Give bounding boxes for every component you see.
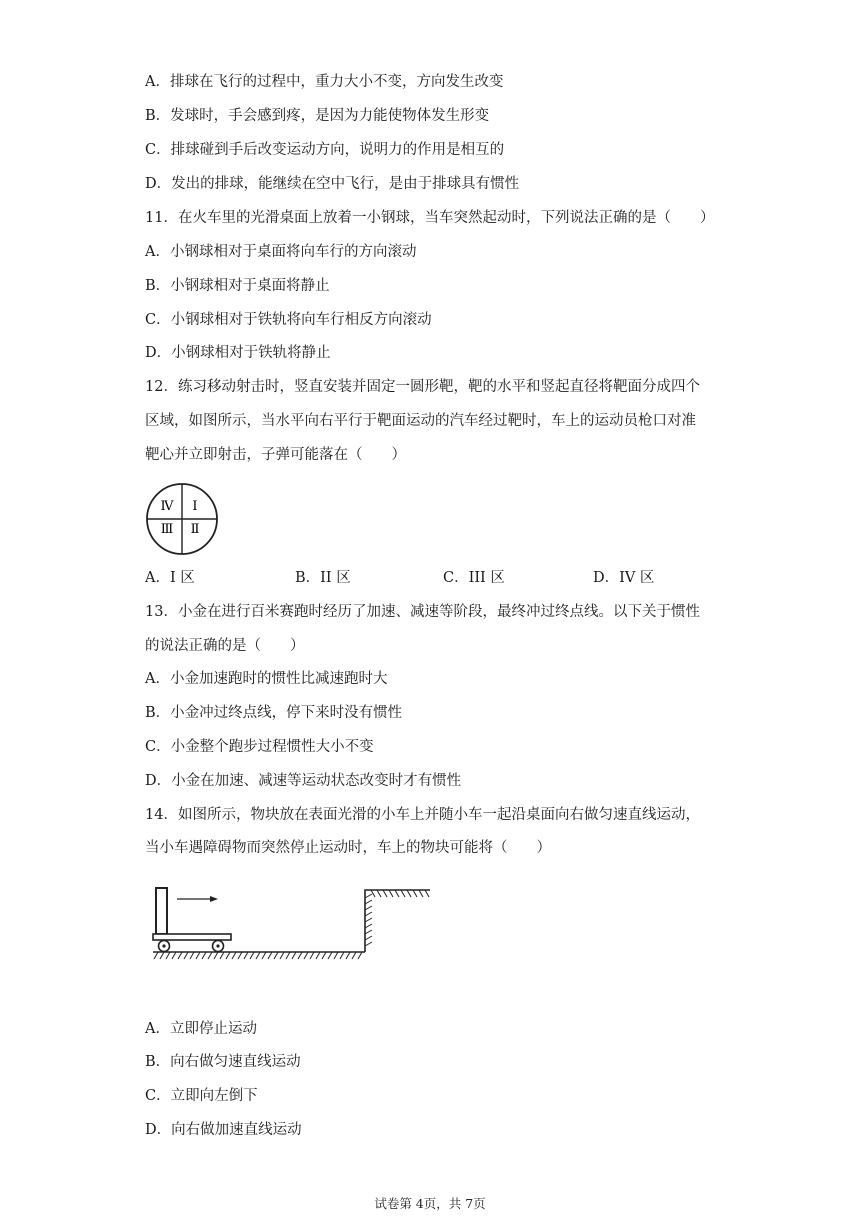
q10-option-c: C．排球碰到手后改变运动方向，说明力的作用是相互的 <box>145 142 505 158</box>
q14-stem-line-1: 14．如图所示，物块放在表面光滑的小车上并随小车一起沿桌面向右做匀速直线运动， <box>145 807 700 823</box>
q12-stem-line-2: 区域，如图所示，当水平向右平行于靶面运动的汽车经过靶时，车上的运动员枪口对准 <box>145 413 696 429</box>
q13-option-b: B．小金冲过终点线，停下来时没有惯性 <box>145 705 403 721</box>
q14-option-b: B．向右做匀速直线运动 <box>145 1054 301 1070</box>
target-label-i: Ⅰ <box>192 499 198 514</box>
q12-stem-line-3: 靶心并立即射击，子弹可能落在（ ） <box>145 447 406 463</box>
cart-platform <box>153 934 231 940</box>
q11-option-d: D．小钢球相对于铁轨将静止 <box>145 345 331 361</box>
q13-option-a: A．小金加速跑时的惯性比减速跑时大 <box>145 671 388 687</box>
q12-option-c: C．III 区 <box>443 570 505 586</box>
target-diagram <box>145 482 219 556</box>
q13-stem-line-1: 13．小金在进行百米赛跑时经历了加速、减速等阶段，最终冲过终点线。以下关于惯性 <box>145 604 700 620</box>
q12-stem-line-1: 12．练习移动射击时，竖直安装并固定一圆形靶，靶的水平和竖起直径将靶面分成四个 <box>145 379 700 395</box>
page-footer: 试卷第 4页，共 7页 <box>374 1196 486 1211</box>
q10-option-a: A．排球在飞行的过程中，重力大小不变，方向发生改变 <box>145 74 504 90</box>
q13-option-d: D．小金在加速、减速等运动状态改变时才有惯性 <box>145 773 462 789</box>
q13-option-c: C．小金整个跑步过程惯性大小不变 <box>145 739 374 755</box>
obstacle-wall <box>365 890 430 952</box>
q12-option-a: A．I 区 <box>145 570 195 586</box>
target-label-iii: Ⅲ <box>160 522 174 537</box>
q14-stem-line-2: 当小车遇障碍物而突然停止运动时，车上的物块可能将（ ） <box>145 840 551 856</box>
cart-obstacle-diagram <box>150 882 435 967</box>
q14-option-d: D．向右做加速直线运动 <box>145 1122 302 1138</box>
q12-options <box>145 568 705 588</box>
q10-option-b: B．发球时，手会感到疼，是因为力能使物体发生形变 <box>145 108 490 124</box>
q13-stem-line-2: 的说法正确的是（ ） <box>145 638 305 654</box>
wall-hatching <box>365 890 429 946</box>
q11-option-a: A．小钢球相对于桌面将向车行的方向滚动 <box>145 244 417 260</box>
target-label-iv: Ⅳ <box>160 499 174 514</box>
q10-option-d: D．发出的排球，能继续在空中飞行，是由于排球具有惯性 <box>145 176 520 192</box>
cart-wheel-left <box>159 941 170 952</box>
block <box>156 888 167 934</box>
q11-option-b: B．小钢球相对于桌面将静止 <box>145 278 330 294</box>
q12-option-b: B．II 区 <box>295 570 351 586</box>
q11-option-c: C．小钢球相对于铁轨将向车行相反方向滚动 <box>145 312 432 328</box>
q11-stem: 11．在火车里的光滑桌面上放着一小钢球，当车突然起动时，下列说法正确的是（ ） <box>145 210 715 226</box>
q14-option-a: A．立即停止运动 <box>145 1021 257 1037</box>
cart-wheel-right <box>213 941 224 952</box>
q14-option-c: C．立即向左倒下 <box>145 1088 258 1104</box>
ground-hatching <box>154 952 362 959</box>
target-label-ii: Ⅱ <box>190 522 200 537</box>
q12-option-d: D．IV 区 <box>593 570 655 586</box>
